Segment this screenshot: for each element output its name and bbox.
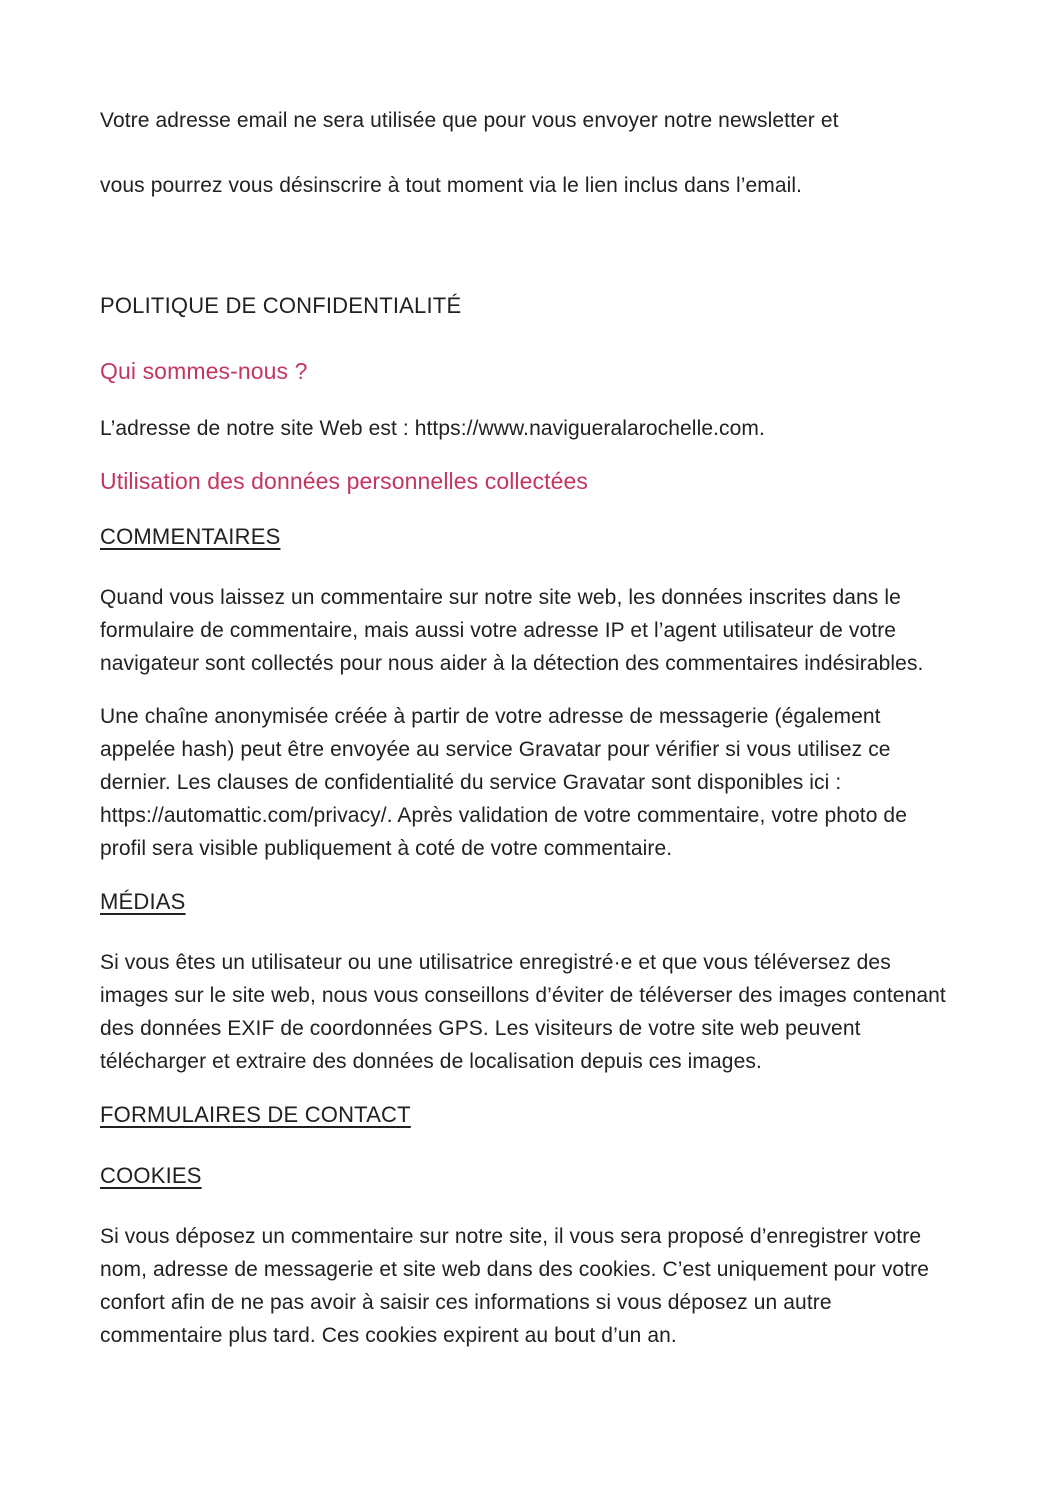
heading-commentaires: COMMENTAIRES [100,524,281,549]
heading-formulaires-de-contact: FORMULAIRES DE CONTACT [100,1102,411,1127]
heading-utilisation-donnees: Utilisation des données personnelles collectées [100,468,588,494]
paragraph-cookies-commentaire: Si vous déposez un commentaire sur notre site, il vous sera proposé d’enregistrer votre nom, adresse de messagerie et site web dans des cookies. C’est uniquement pour votre confort afin de ne pas avoir à saisir ces informations si vous déposez un autre commentaire plus tard. Ces cookies expirent au bout d’un an. [100,1225,930,1347]
intro-line-newsletter: Votre adresse email ne sera utilisée que pour vous envoyer notre newsletter et [100,109,839,132]
heading-qui-sommes-nous: Qui sommes-nous ? [100,358,308,384]
paragraph-commentaires-collecte: Quand vous laissez un commentaire sur notre site web, les données inscrites dans le formulaire de commentaire, mais aussi votre adresse IP et l’agent utilisateur de votre navigateur sont collectés pour nous aider à la détection des commentaires indésirables. [100,586,924,675]
page-title-politique-confidentialite: POLITIQUE DE CONFIDENTIALITÉ [100,293,462,318]
heading-cookies: COOKIES [100,1163,202,1188]
paragraph-medias-exif: Si vous êtes un utilisateur ou une utilisatrice enregistré·e et que vous téléversez des images sur le site web, nous vous conseillons d’éviter de téléverser des images contenant des données EXIF de coordonnées GPS. Les visiteurs de votre site web peuvent télécharger et extraire des données de localisation depuis ces images. [100,951,946,1073]
site-address-line: L’adresse de notre site Web est : https://www.navigueralarochelle.com. [100,417,765,440]
paragraph-commentaires-gravatar: Une chaîne anonymisée créée à partir de votre adresse de messagerie (également appelée hash) peut être envoyée au service Gravatar pour vérifier si vous utilisez ce dernier. Les clauses de confidentialité du service Gravatar sont disponibles ici : https://automattic.com/privacy/. Après validation de votre commentaire, votre photo de profil sera visible publiquement à coté de votre commentaire. [100,705,907,860]
heading-medias: MÉDIAS [100,889,186,914]
intro-line-unsubscribe: vous pourrez vous désinscrire à tout moment via le lien inclus dans l’email. [100,174,803,197]
